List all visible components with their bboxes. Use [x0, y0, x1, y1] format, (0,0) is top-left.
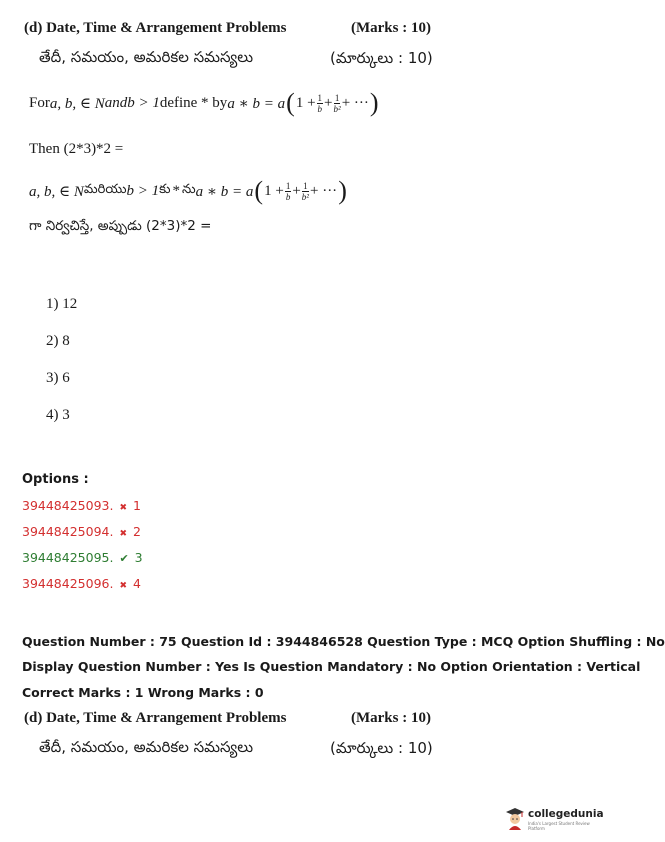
- fraction-1-over-b2: [302, 181, 309, 202]
- choice-1: 1) 12: [46, 296, 78, 312]
- question-meta-line1: Question Number : 75 Question Id : 3944846528 Question Type : MCQ Option Shuffling : No: [22, 634, 665, 649]
- section-marks: (Marks : 10): [351, 710, 431, 726]
- section-marks: (Marks : 10): [351, 20, 431, 36]
- option-id: 39448425095.: [22, 550, 114, 565]
- one-plus: 1 +: [264, 182, 284, 199]
- close-paren: ): [369, 88, 379, 117]
- question-condition: b > 1: [127, 94, 160, 111]
- option-number: 1: [132, 498, 141, 513]
- collegedunia-logo: [505, 802, 604, 836]
- choice-2: 2) 8: [46, 333, 70, 349]
- section-marks-telugu: (మార్కులు : 10): [330, 739, 433, 757]
- question-define: define * by: [159, 94, 228, 111]
- question-te-nu: ను: [181, 182, 196, 197]
- fraction-denominator: b²: [333, 103, 341, 114]
- graduate-mascot-icon: [505, 807, 525, 831]
- question-meta-line2: Display Question Number : Yes Is Question Mandatory : No Option Orientation : Vertical: [22, 659, 641, 674]
- open-paren: (: [254, 176, 264, 205]
- section-title: (d) Date, Time & Arrangement Problems: [24, 20, 287, 36]
- cross-icon: ✖: [119, 581, 127, 591]
- fraction-numerator: 1: [285, 180, 291, 191]
- question-english: [29, 90, 380, 116]
- cross-icon: ✖: [119, 529, 127, 539]
- fraction-1-over-b: [317, 93, 324, 114]
- fraction-1-over-b: [285, 181, 292, 202]
- check-icon: ✔: [119, 552, 129, 565]
- plus-sign: +: [292, 182, 301, 199]
- cross-icon: ✖: [119, 503, 127, 513]
- series-tail: + ···: [341, 94, 369, 111]
- option-row: [22, 498, 141, 513]
- option-id: 39448425094.: [22, 524, 114, 539]
- question-then-line: Then (2*3)*2 =: [29, 141, 124, 157]
- section-title-telugu: తేదీ, సమయం, అమరికల సమస్యలు: [39, 738, 254, 756]
- fraction-1-over-b2: [334, 93, 341, 114]
- question-telugu: [29, 178, 348, 204]
- fraction-denominator: b²: [301, 191, 309, 202]
- option-id: 39448425096.: [22, 576, 114, 591]
- choice-3: 3) 6: [46, 370, 70, 386]
- question-te-operator: a ∗ b = a: [195, 183, 254, 200]
- close-paren: ): [338, 176, 347, 205]
- option-row: [22, 524, 141, 539]
- question-and: and: [104, 94, 128, 111]
- logo-name: collegedunia: [528, 807, 604, 820]
- section-marks-telugu: (మార్కులు : 10): [330, 49, 433, 67]
- option-number: 4: [132, 576, 141, 591]
- question-te-star: *: [172, 182, 180, 199]
- option-number: 2: [132, 524, 141, 539]
- section-title: (d) Date, Time & Arrangement Problems: [24, 710, 287, 726]
- one-plus: 1 +: [295, 94, 316, 111]
- question-prefix: For: [29, 94, 50, 111]
- section-title-telugu: తేదీ, సమయం, అమరికల సమస్యలు: [39, 48, 254, 66]
- question-meta-line3: Correct Marks : 1 Wrong Marks : 0: [22, 685, 264, 700]
- fraction-numerator: 1: [334, 92, 340, 103]
- options-label: Options :: [22, 472, 89, 487]
- question-operator: a ∗ b = a: [227, 95, 286, 112]
- question-telugu-line2: గా నిర్వచిస్తే, అప్పుడు (2*3)*2 =: [29, 218, 212, 234]
- question-te-and: మరియు: [83, 182, 127, 197]
- option-row: [22, 550, 143, 565]
- option-id: 39448425093.: [22, 498, 114, 513]
- question-te-vars: a, b, ∈ N: [29, 183, 84, 200]
- option-number: 3: [134, 550, 143, 565]
- plus-sign: +: [324, 94, 333, 111]
- question-vars: a, b, ∈ N: [49, 95, 105, 112]
- fraction-denominator: b: [285, 191, 291, 202]
- fraction-denominator: b: [317, 103, 323, 114]
- fraction-numerator: 1: [317, 92, 323, 103]
- question-te-condition: b > 1: [126, 182, 160, 199]
- open-paren: (: [286, 88, 295, 117]
- option-row: [22, 576, 141, 591]
- question-te-ku: కు: [159, 182, 171, 197]
- fraction-numerator: 1: [303, 180, 308, 191]
- choice-4: 4) 3: [46, 407, 70, 423]
- series-tail: + ···: [309, 182, 338, 199]
- logo-tagline: India's Largest Student Review Platform: [528, 820, 590, 831]
